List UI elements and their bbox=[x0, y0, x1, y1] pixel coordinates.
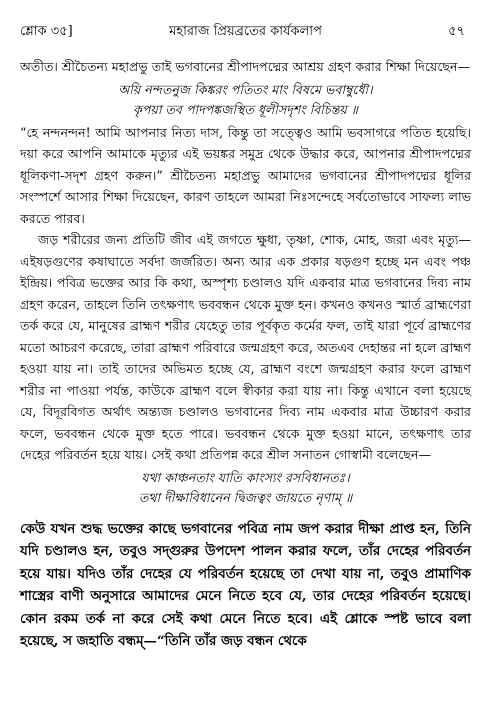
running-header bbox=[20, 22, 471, 40]
verse-line: তথা দীক্ষাবিধানেন দ্বিজত্বং জায়তে নৃণাম্ ॥ bbox=[138, 489, 353, 505]
sanskrit-verse-2 bbox=[20, 468, 471, 508]
paragraph-purport: জড় শরীরের জন্য প্রতিটি জীব এই জগতে ক্ষুধা, তৃষ্ণা, শোক, মোহ, জরা এবং মৃত্যু—এইষড়গুণের কষাঘাতে সর্বদা জর্জরিত। অন্য আর এক প্রকার ষড়গুণ হচ্ছে মন এবং পঞ্চ ইন্দ্রিয়। পবিত্র ভক্তের আর কি কথা, অস্পৃশ্য চণ্ডালও যদি একবার মাত্র ভগবানের দিব্য নাম গ্রহণ করেন, তাহলে তিনি তৎক্ষণাৎ ভববন্ধন থেকে মুক্ত হন। কখনও কখনও স্মার্ত ব্রাহ্মণেরা তর্ক করে যে, মানুষের ব্রাহ্মণ শরীর যেহেতু তার পূর্বকৃত কর্মের ফল, তাই যারা পূর্বে ব্রাহ্মণের মতো আচরণ করেছে, তারা ব্রাহ্মণ পরিবারে জন্মগ্রহণ করে, অতএব দেহান্তর না হলে ব্রাহ্মণ হওয়া যায় না। তাই তাদের অভিমত হচ্ছে যে, ব্রাহ্মণ বংশে জন্মগ্রহণ করার ফলে ব্রাহ্মণ শরীর না পাওয়া পর্যন্ত, কাউকে ব্রাহ্মণ বলে স্বীকার করা যায় না। কিন্তু এখানে বলা হয়েছে যে, বিদূরবিগত অর্থাৎ অন্ত্যজ চণ্ডালও ভগবানের দিব্য নাম একবার মাত্র উচ্চারণ করার ফলে, ভববন্ধন থেকে মুক্ত হতে পারে। ভববন্ধন থেকে মুক্ত হওয়া মানে, তৎক্ষণাৎ তার দেহের পরিবর্তন হয়ে যায়। সেই কথা প্রতিপন্ন করে শ্রীল সনাতন গোস্বামী বলেছেন— bbox=[20, 232, 471, 462]
header-chapter-title: মহারাজ প্রিয়ব্রতের কার্যকলাপ bbox=[169, 24, 322, 39]
page-number: ৫৭ bbox=[448, 24, 465, 39]
verse-line: যথা কাঞ্চনতাং যাতি কাংস্যং রসবিধানতঃ। bbox=[141, 469, 350, 485]
paragraph-bold: কেউ যখন শুদ্ধ ভক্তের কাছে ভগবানের পবিত্র নাম জপ করার দীক্ষা প্রাপ্ত হন, তিনি যদি চণ্ডালও হন, তবুও সদ্গুরুর উপদেশ পালন করার ফলে, তাঁর দেহের পরিবর্তন হয়ে যায়। যদিও তাঁর দেহের যে পরিবর্তন হয়েছে তা দেখা যায় না, তবুও প্রামাণিক শাস্ত্রের বাণী অনুসারে আমাদের মেনে নিতে হবে যে, তার দেহের পরিবর্তন হয়েছে। কোন রকম তর্ক না করে সেই কথা মেনে নিতে হবে। এই শ্লোকে স্পষ্ট ভাবে বলা হয়েছে, স জহাতি বন্ধম্—“তিনি তাঁর জড় বন্ধন থেকে bbox=[20, 520, 471, 649]
verse-line: অয়ি নন্দতনুজ কিঙ্করং পতিতং মাং বিষমে ভবাম্বুধৌ। bbox=[118, 81, 373, 97]
paragraph-translation: “হে নন্দনন্দন! আমি আপনার নিত্য দাস, কিন্তু তা সত্ত্বেও আমি ভবসাগরে পতিত হয়েছি। দয়া করে আপনি আমাকে মৃত্যুর এই ভয়ঙ্কর সমুদ্র থেকে উদ্ধার করে, আপনার শ্রীপাদপদ্মের ধূলিকণা-সদৃশ গ্রহণ করুন।” শ্রীচৈতন্য মহাপ্রভু আমাদের ভগবানের শ্রীপাদপদ্মের ধূলির সংস্পর্শে আসার শিক্ষা দিয়েছেন, কারণ তাহলে আমরা নিঃসন্দেহে সর্বতোভাবে সাফল্য লাভ করতে পারব। bbox=[20, 124, 471, 226]
verse-line: কৃপয়া তব পাদপঙ্কজস্থিত ধূলীসদৃশং বিচিন্তয় ॥ bbox=[133, 101, 358, 117]
paragraph-intro: অতীত। শ্রীচৈতন্য মহাপ্রভু তাই ভগবানের শ্রীপাদপদ্মের আশ্রয় গ্রহণ করার শিক্ষা দিয়েছেন— bbox=[20, 59, 471, 74]
header-verse-ref: শ্লোক ৩৫] bbox=[20, 24, 73, 39]
sanskrit-verse-1 bbox=[20, 80, 471, 120]
page-body bbox=[20, 56, 471, 653]
